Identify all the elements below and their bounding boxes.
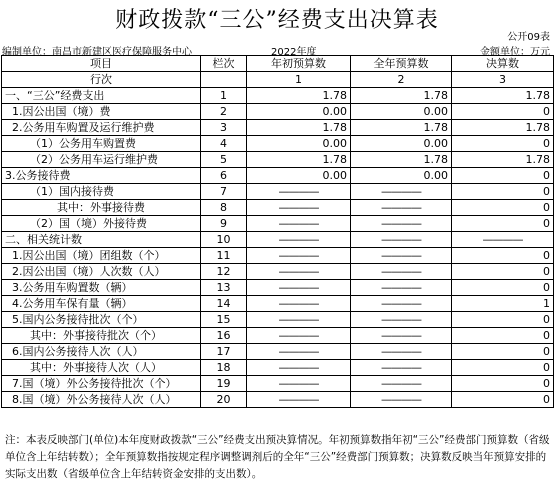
initial-budget-value: ———— [247,296,351,312]
row-number: 12 [201,264,247,280]
final-accounts-value: 1.78 [452,152,554,168]
full-year-budget-value: 0.00 [351,104,452,120]
table-row [2,184,554,200]
final-accounts-value: 0 [452,312,554,328]
row-label: 2.公务用车购置及运行维护费 [2,120,201,136]
footnote: 注：本表反映部门(单位)本年度财政拨款“三公”经费支出预决算情况。年初预算数指年初“三公”经费部门预算数（省级单位含上年结转数）；全年预算数指按规定程序调整调剂后的全年“三公”经费部门预算数；决算数反映当年预算安排的实际支出数（省级单位含上年结转资金安排的支出数）。 [5,434,550,480]
row-label: 3.公务接待费 [2,168,201,184]
full-year-budget-value: ———— [351,344,452,360]
table-row [2,392,554,408]
table-row [2,216,554,232]
table-row [2,152,554,168]
final-accounts-value: 0 [452,360,554,376]
row-number: 15 [201,312,247,328]
row-number: 16 [201,328,247,344]
table-row [2,168,554,184]
table-row [2,264,554,280]
initial-budget-value: ———— [247,328,351,344]
table-row [2,312,554,328]
final-accounts-value: 0 [452,376,554,392]
row-label: 其中：外事接待费 [2,200,201,216]
full-year-budget-value: 1.78 [351,88,452,104]
final-accounts-value: 1 [452,296,554,312]
table-row [2,104,554,120]
row-label: 其中：外事接待人次（人） [2,360,201,376]
row-label: 3.公务用车购置数（辆） [2,280,201,296]
row-label: （2）国（境）外接待费 [2,216,201,232]
row-number: 2 [201,104,247,120]
row-number: 4 [201,136,247,152]
full-year-budget-value: ———— [351,312,452,328]
header-final-accounts: 决算数 [452,56,554,72]
final-accounts-value: 0 [452,104,554,120]
initial-budget-value: ———— [247,280,351,296]
full-year-budget-value: ———— [351,296,452,312]
full-year-budget-value: ———— [351,360,452,376]
initial-budget-value: 0.00 [247,168,351,184]
initial-budget-value: 0.00 [247,136,351,152]
row-number: 10 [201,232,247,248]
row-number: 1 [201,88,247,104]
initial-budget-value: ———— [247,264,351,280]
initial-budget-value: ———— [247,184,351,200]
row-label: （2）公务用车运行维护费 [2,152,201,168]
table-row [2,328,554,344]
full-year-budget-value: ———— [351,392,452,408]
full-year-budget-value: ———— [351,328,452,344]
initial-budget-value: ———— [247,248,351,264]
initial-budget-value: ———— [247,392,351,408]
final-accounts-value: 0 [452,280,554,296]
row-label: 其中：外事接待批次（个） [2,328,201,344]
table-row [2,200,554,216]
header-initial-budget: 年初预算数 [247,56,351,72]
row-label: 8.国（境）外公务接待人次（人） [2,392,201,408]
final-accounts-value: 0 [452,200,554,216]
initial-budget-value: 1.78 [247,152,351,168]
full-year-budget-value: ———— [351,376,452,392]
table-row [2,248,554,264]
final-accounts-value: 0 [452,248,554,264]
expenditure-table [1,55,554,408]
row-number: 14 [201,296,247,312]
full-year-budget-value: ———— [351,232,452,248]
row-label: （1）国内接待费 [2,184,201,200]
row-number: 18 [201,360,247,376]
form-number: 公开09表 [507,32,550,43]
column-number: 2 [351,72,452,88]
row-label: 4.公务用车保有量（辆） [2,296,201,312]
header-item: 项目 [2,56,201,72]
table-row [2,136,554,152]
table-row [2,280,554,296]
final-accounts-value: ———— [452,232,554,248]
initial-budget-value: ———— [247,216,351,232]
initial-budget-value: 0.00 [247,104,351,120]
final-accounts-value: 0 [452,392,554,408]
table-row [2,296,554,312]
table-row [2,360,554,376]
initial-budget-value: 1.78 [247,88,351,104]
final-accounts-value: 0 [452,216,554,232]
row-label: 6.国内公务接待人次（人） [2,344,201,360]
full-year-budget-value: ———— [351,280,452,296]
initial-budget-value: 1.78 [247,120,351,136]
row-number: 13 [201,280,247,296]
column-number-row [2,72,554,88]
table-row [2,120,554,136]
row-number: 3 [201,120,247,136]
header-lanci: 栏次 [201,56,247,72]
row-label: （1）公务用车购置费 [2,136,201,152]
full-year-budget-value: ———— [351,216,452,232]
row-label-header: 行次 [2,72,201,88]
full-year-budget-value: 0.00 [351,168,452,184]
final-accounts-value: 0 [452,328,554,344]
full-year-budget-value: 1.78 [351,152,452,168]
header-full-year-budget: 全年预算数 [351,56,452,72]
row-label: 二、相关统计数 [2,232,201,248]
full-year-budget-value: ———— [351,184,452,200]
initial-budget-value: ———— [247,376,351,392]
compiling-unit: 编制单位：南昌市新建区医疗保障服务中心 [2,47,192,58]
column-number: 1 [247,72,351,88]
initial-budget-value: ———— [247,312,351,328]
row-label: 7.国（境）外公务接待批次（个） [2,376,201,392]
page-title: 财政拨款“三公”经费支出决算表 [115,8,439,33]
final-accounts-value: 0 [452,136,554,152]
row-number: 11 [201,248,247,264]
table-row [2,376,554,392]
row-label: 1.因公出国（境）团组数（个） [2,248,201,264]
final-accounts-value: 0 [452,264,554,280]
initial-budget-value: ———— [247,344,351,360]
final-accounts-value: 0 [452,344,554,360]
initial-budget-value: ———— [247,360,351,376]
row-number: 19 [201,376,247,392]
table-row [2,232,554,248]
full-year-budget-value: ———— [351,248,452,264]
blank-cell [201,72,247,88]
full-year-budget-value: 0.00 [351,136,452,152]
row-number: 7 [201,184,247,200]
row-number: 8 [201,200,247,216]
row-label: 一、“三公”经费支出 [2,88,201,104]
currency-unit: 金额单位：万元 [480,47,550,58]
final-accounts-value: 0 [452,184,554,200]
row-number: 9 [201,216,247,232]
full-year-budget-value: ———— [351,200,452,216]
row-label: 1.因公出国（境）费 [2,104,201,120]
table-row [2,344,554,360]
row-number: 20 [201,392,247,408]
table-header-row [2,56,554,72]
final-accounts-value: 1.78 [452,120,554,136]
initial-budget-value: ———— [247,200,351,216]
full-year-budget-value: 1.78 [351,120,452,136]
final-accounts-value: 0 [452,168,554,184]
row-label: 2.因公出国（境）人次数（人） [2,264,201,280]
table-row [2,88,554,104]
fiscal-year: 2022年度 [271,47,317,58]
row-number: 6 [201,168,247,184]
full-year-budget-value: ———— [351,264,452,280]
row-label: 5.国内公务接待批次（个） [2,312,201,328]
row-number: 17 [201,344,247,360]
column-number: 3 [452,72,554,88]
final-accounts-value: 1.78 [452,88,554,104]
initial-budget-value: ———— [247,232,351,248]
row-number: 5 [201,152,247,168]
